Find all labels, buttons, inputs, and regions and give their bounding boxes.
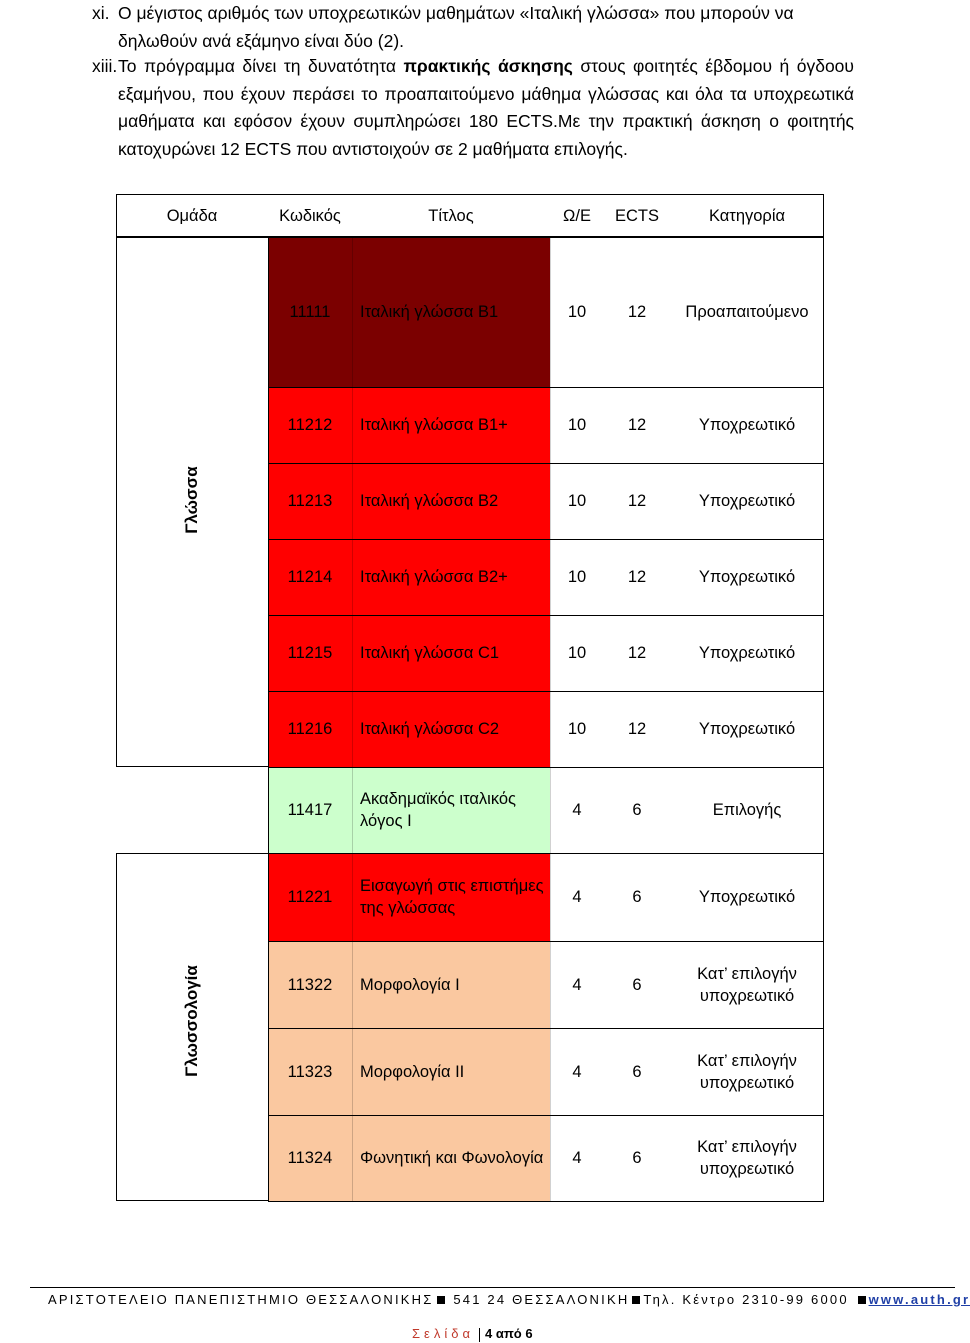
text-bold: πρακτικής άσκησης: [403, 56, 573, 76]
header-group: Ομάδα: [166, 206, 218, 225]
cell-title: Φωνητική και Φωνολογία: [360, 1149, 544, 1167]
footer-phone: Τηλ. Κέντρο 2310-99 6000: [643, 1292, 849, 1307]
cell-separator: [352, 615, 353, 691]
footer: [48, 1292, 970, 1307]
list-text: [118, 53, 854, 163]
cell-category: Προαπαιτούμενο: [685, 303, 809, 321]
cell-separator: [550, 941, 551, 1028]
cell-title: Ιταλική γλώσσα Β2: [360, 492, 499, 510]
cell-code: 11323: [287, 1062, 333, 1081]
group-label-language: Γλώσσα: [182, 466, 201, 534]
cell-separator: [550, 767, 551, 853]
cell-code: 11417: [287, 801, 333, 819]
cell-title: Ιταλική γλώσσα Β2+: [360, 568, 508, 586]
cell-category: Υποχρεωτικό: [698, 492, 796, 510]
cell-title: Ιταλική γλώσσα C2: [360, 720, 500, 738]
cell-hours: 4: [572, 1149, 582, 1167]
cell-category: Υποχρεωτικό: [698, 888, 796, 906]
page-number: [412, 1326, 533, 1342]
cell-hours: 4: [572, 888, 582, 906]
cell-category: Κατ’ επιλογήν υποχρεωτικό: [697, 1051, 797, 1092]
page-value: 4 από 6: [484, 1326, 533, 1341]
cell-hours: 10: [567, 644, 587, 662]
cell-separator: [352, 941, 353, 1028]
cell-ects: 6: [632, 801, 642, 819]
cell-code: 11111: [289, 303, 331, 321]
header-hours: Ω/Ε: [563, 206, 591, 225]
cell-separator: [352, 1115, 353, 1201]
cell-category: Υποχρεωτικό: [698, 416, 796, 434]
text-pre: Το πρόγραμμα δίνει τη δυνατότητα: [118, 56, 404, 76]
header-category: Κατηγορία: [708, 206, 786, 225]
square-bullet-icon: [437, 1296, 445, 1304]
cell-code: 11322: [287, 975, 333, 994]
cell-separator: [550, 387, 551, 463]
square-bullet-icon: [632, 1296, 640, 1304]
cell-separator: [550, 853, 551, 941]
cell-ects: 12: [627, 644, 647, 662]
header-ects: ECTS: [614, 206, 659, 225]
header-title: Τίτλος: [428, 206, 474, 225]
cell-title: Μορφολογία Ι: [360, 975, 460, 994]
cell-hours: 10: [567, 416, 587, 434]
cell-code: 11216: [287, 720, 333, 738]
list-number: xi.: [92, 3, 110, 23]
cell-category: Υποχρεωτικό: [698, 720, 796, 738]
cell-ects: 12: [627, 492, 647, 510]
cell-category: Υποχρεωτικό: [698, 644, 796, 662]
cell-category: Επιλογής: [712, 801, 782, 819]
cell-separator: [352, 767, 353, 853]
cell-separator: [550, 615, 551, 691]
text-post: στους φοιτητές έβδομου ή όγδοου εξαμήνου, που έχουν περάσει το προαπαιτούμενο μάθημα γλώσσας και όλα τα υποχρεωτικά μαθήματα και εφόσον έχουν συμπληρώσει 180 ECTS.Με την πρακτική άσκηση ο φοιτητής κατοχυρώνει 12 ECTS που αντιστοιχούν σε 2 μαθήματα επιλογής.: [118, 56, 854, 159]
header-code: Κωδικός: [279, 206, 341, 225]
cell-code: 11324: [287, 1149, 333, 1167]
cell-separator: [352, 1028, 353, 1115]
cell-title: Ιταλική γλώσσα Β1+: [360, 416, 508, 434]
cell-ects: 6: [632, 1149, 642, 1167]
footer-divider: [30, 1287, 955, 1288]
list-item-xi: [94, 0, 854, 55]
list-text-line1: Ο μέγιστος αριθμός των υποχρεωτικών μαθημάτων «Ιταλική γλώσσα» που μπορούν να: [118, 3, 794, 23]
cell-hours: 4: [572, 975, 582, 994]
cell-hours: 10: [567, 568, 587, 586]
list-text-line2: δηλωθούν ανά εξάμηνο είναι δύο (2).: [118, 30, 405, 51]
cell-ects: 12: [627, 720, 647, 738]
list-number: xiii.: [92, 56, 118, 76]
cell-separator: [550, 237, 551, 387]
cell-ects: 6: [632, 975, 642, 994]
cell-separator: [352, 387, 353, 463]
footer-website-link[interactable]: www.auth.gr: [868, 1292, 970, 1307]
cell-title: Ιταλική γλώσσα C1: [360, 644, 500, 662]
cell-separator: [550, 539, 551, 615]
cell-category: Υποχρεωτικό: [698, 568, 796, 586]
square-bullet-icon: [858, 1296, 866, 1304]
cell-separator: [550, 691, 551, 767]
cell-title: Ακαδημαϊκός ιταλικός λόγος Ι: [360, 790, 517, 830]
cell-hours: 10: [567, 720, 587, 738]
cell-ects: 12: [627, 416, 647, 434]
cell-category: Κατ’ επιλογήν υποχρεωτικό: [697, 964, 797, 1005]
page-label: Σελίδα: [412, 1326, 474, 1341]
group-label-linguistics: Γλωσσολογία: [182, 965, 201, 1077]
cell-separator: [352, 691, 353, 767]
header-border: [116, 194, 824, 237]
cell-code: 11213: [287, 492, 333, 510]
footer-university: ΑΡΙΣΤΟΤΕΛΕΙΟ ΠΑΝΕΠΙΣΤΗΜΙΟ ΘΕΣΣΑΛΟΝΙΚΗΣ: [48, 1292, 434, 1307]
cell-separator: [352, 539, 353, 615]
cell-separator: [550, 463, 551, 539]
cell-separator: [352, 463, 353, 539]
list-item-xii: [94, 53, 854, 163]
cell-separator: [352, 237, 353, 387]
cell-code: 11214: [287, 568, 333, 586]
cell-hours: 4: [572, 801, 582, 819]
cell-ects: 12: [627, 303, 647, 321]
cell-hours: 10: [567, 492, 587, 510]
cell-ects: 12: [627, 568, 647, 586]
cell-title: Ιταλική γλώσσα Β1: [360, 303, 499, 321]
cell-title: Εισαγωγή στις επιστήμες της γλώσσας: [360, 877, 544, 917]
cell-hours: 10: [567, 303, 587, 321]
footer-postal: 541 24 ΘΕΣΣΑΛΟΝΙΚΗ: [453, 1292, 630, 1307]
cell-ects: 6: [632, 1062, 642, 1081]
cell-title: Μορφολογία ΙΙ: [360, 1062, 465, 1081]
table-row: [116, 767, 824, 853]
cell-code: 11221: [287, 888, 333, 906]
cell-code: 11215: [287, 644, 333, 662]
cell-separator: [550, 1115, 551, 1201]
page-separator: [479, 1328, 480, 1342]
cell-code: 11212: [287, 416, 333, 434]
cell-separator: [352, 853, 353, 941]
cell-category: Κατ’ επιλογήν υποχρεωτικό: [697, 1138, 797, 1178]
cell-ects: 6: [632, 888, 642, 906]
cell-separator: [550, 1028, 551, 1115]
cell-hours: 4: [572, 1062, 582, 1081]
